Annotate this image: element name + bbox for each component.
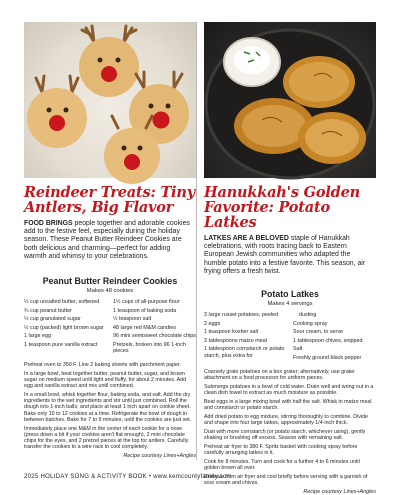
reindeer-ingredients-col-b [113,299,196,357]
potato-latkes-photo [204,22,376,178]
ingredient: Sour cream, to serve [293,329,344,336]
ingredient: 96 mini semisweet chocolate chips [113,333,196,340]
latkes-recipe-yield: Makes 4 servings [267,301,313,308]
step: Dust with more cornstarch (or potato starch, whichever using), gently shaking or brushing off excess. Season with remaining salt. [204,428,366,441]
latkes-article [204,22,376,495]
ingredient: 48 large red M&M candies [113,324,176,331]
cookie-left [27,76,87,148]
reindeer-headline: Reindeer Treats: Tiny Antlers, Big Flavor [24,184,195,216]
ingredient: ½ cup granulated sugar [24,316,81,323]
latkes-intro-lead: LATKES ARE A BELOVED [204,235,289,242]
ingredient: dusting [299,312,317,319]
reindeer-cookies-photo [24,22,196,178]
step: Preheat air fryer to 380 F. Spritz basket with cooking spray before carefully arranging latkes in it. [204,443,358,456]
reindeer-recipe-yield: Makes 48 cookies [86,288,134,295]
ingredient: Pretzels, broken into 96 1-inch pieces [113,341,186,355]
latkes-intro-body: staple of Hanukkah celebrations, with roots tracing back to Eastern European Jewish communities who adapted the humble potato into a festive favorite. This season, air frying offers a fresh twist. [204,235,366,275]
reindeer-article [24,22,196,459]
ingredient: ½ teaspoon salt [113,316,152,323]
ingredient: 2 eggs [204,320,221,327]
ingredient: Salt [293,346,303,353]
ingredient: 1 teaspoon of baking soda [113,307,177,314]
latkes-ingredients-col-b [293,312,376,364]
ingredient: 1 tablespoon chives, snipped [293,337,363,344]
latkes-recipe-title: Potato Latkes [261,289,319,300]
step: Remove from air fryer and cool briefly before serving with a garnish of sour cream and chives. [204,473,368,486]
step: In a large bowl, beat together butter, peanut butter, sugar, and brown sugar on medium speed until light and fluffy, for about 2 minutes. Add egg and vanilla extract and mix until combined. [24,370,187,390]
ingredient: 1½ cups of all-purpose flour [113,299,180,306]
ingredient: 1 large egg [24,333,51,340]
reindeer-intro-body: people together and adorable cookies add to the festive feel, especially during the holiday season. These Peanut Butter Reindeer Cookies are both delicious and charming—perfect for adding warmth and whimsy to your celebrations. [24,220,190,260]
step: Preheat oven to 350 F. Line 2 baking sheets with parchment paper. [24,361,181,368]
reindeer-intro [24,220,194,261]
ingredient: Cooking spray [293,320,328,327]
ingredient: Freshly ground black pepper [293,354,362,361]
reindeer-recipe [24,276,196,459]
ingredient: 1 tablespoon cornstarch or potato starch, plus extra for [204,346,285,359]
step: Add dried potato to egg mixture, stirring thoroughly to combine. Divide and shape into four large latkes, approximately 1/4-inch thick. [204,413,368,426]
step: Beat eggs in a large mixing bowl with half the salt. Whisk in matzo meal and cornstarch or potato starch. [204,398,372,411]
latkes-steps [204,369,376,486]
ingredient: ½ cup (packed) light brown sugar [24,324,104,331]
latkes-headline: Hanukkah's Golden Favorite: Potato Latkes [204,184,360,231]
cookie-top [79,26,139,97]
reindeer-steps [24,362,196,450]
column-divider [196,22,197,460]
ingredient: 3 tablespoons matzo meal [204,337,267,344]
step: Submerge potatoes in a bowl of cold water. Drain well and wring out in a clean dish towel to extract as much moisture as possible. [204,383,374,396]
reindeer-intro-lead: FOOD BRINGS [24,220,73,227]
step: Coarsely grate potatoes on a box grater; alternatively, use grater attachment on a food processor for uniform pieces. [204,368,355,381]
step: Cook for 8 minutes. Turn and cook for a further 4 to 6 minutes until golden brown all over. [204,458,360,471]
step: In a small bowl, whisk together flour, baking soda, and salt. Add the dry ingredients to the wet ingredients and stir until just combined. Roll the dough into 1-inch balls, and place at least 1 inch apart on cookie sheet. Bake only 10 to 12 cookies at a time. Refrigerate the bowl of dough in between batches. Bake for 7 to 9 minutes, until the cookies are just set. [24,391,192,423]
sour-cream-bowl [224,38,280,86]
ingredient: 1 teaspoon pure vanilla extract [24,341,98,348]
ingredient: 3 large russet potatoes, peeled [204,312,279,319]
latkes-recipe [204,289,376,495]
ingredient: ¾ cup peanut butter [24,307,72,314]
reindeer-credit: Recipe courtesy Lines+Angles [123,453,196,459]
ingredient: ½ cup unsalted butter, softened [24,299,100,306]
reindeer-recipe-title: Peanut Butter Reindeer Cookies [42,276,178,287]
latkes-ingredients-col-a [204,312,287,364]
ingredient: 1 teaspoon kosher salt [204,329,259,336]
reindeer-ingredients-col-a [24,299,107,357]
latkes-ingredients [204,312,376,364]
reindeer-ingredients [24,299,196,357]
page-footer: 2025 HOLIDAY SONG & ACTIVITY BOOK • www.kemcountyfamily.com [24,474,232,480]
reindeer-cookies-illustration [24,22,196,178]
latkes-credit: Recipe courtesy Lines+Angles [303,488,376,495]
step: Immediately place one M&M in the center of each cookie for a nose (press down a bit if your cookies aren't flat enough), 2 mini chocolate chips for the eyes, and 2 pretzel pieces at the top for antlers. Carefully transfer the cookies to a wire rack to cool completely. [24,425,189,451]
potato-latkes-illustration [204,22,376,178]
latkes-intro [204,235,374,276]
